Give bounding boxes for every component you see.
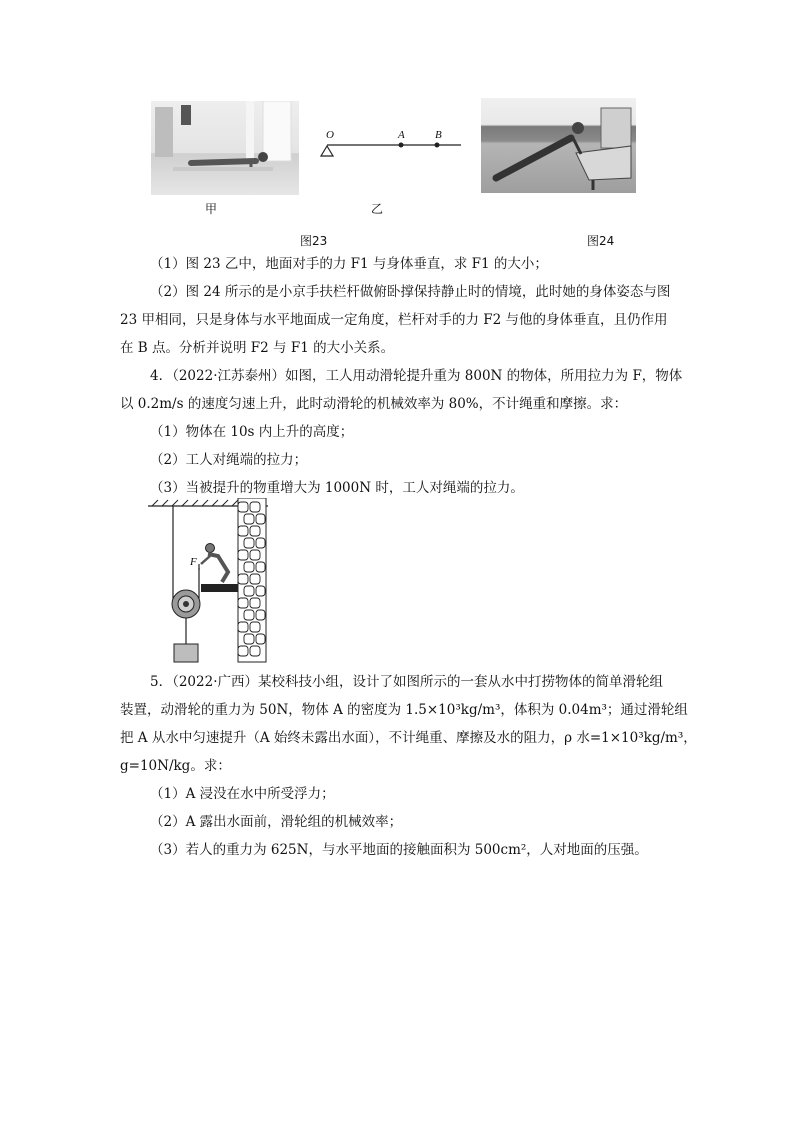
q4-line2: 以 0.2m/s 的速度匀速上升，此时动滑轮的机械效率为 80%，不计绳重和摩擦。求： (120, 396, 628, 412)
q5-line3: 把 A 从水中匀速提升（A 始终未露出水面），不计绳重、摩擦及水的阻力，ρ 水=1×10³kg/m³， (120, 730, 697, 746)
q4-part3: （3）当被提升的物重增大为 1000N 时，工人对绳端的拉力。 (150, 480, 524, 496)
q5-part3: （3）若人的重力为 625N，与水平地面的接触面积为 500cm²，人对地面的压强。 (150, 842, 648, 858)
bench-illustration (481, 98, 636, 193)
pulley-diagram (146, 498, 271, 666)
pushup-illustration (151, 101, 299, 195)
q4-line1: 4．（2022·江苏泰州）如图，工人用动滑轮提升重为 800N 的物体，所用拉力为 F，物体 (150, 368, 683, 384)
q5-line2: 装置，动滑轮的重力为 50N，物体 A 的密度为 1.5×10³kg/m³，体积为 0.04m³；通过滑轮组 (120, 702, 688, 718)
fig23-caption: 图23 (300, 234, 328, 248)
q5-line4: g=10N/kg。求： (120, 758, 231, 774)
fig23-pushup-photo (151, 101, 299, 195)
q5-line1: 5．（2022·广西）某校科技小组，设计了如图所示的一套从水中打捞物体的简单滑轮组 (150, 674, 663, 690)
fig23-right-label: 乙 (371, 202, 384, 216)
q3-part2-line3: 在 B 点。分析并说明 F2 与 F1 的大小关系。 (120, 340, 395, 356)
q3-part2-line2: 23 甲相同，只是身体与水平地面成一定角度，栏杆对手的力 F2 与他的身体垂直，且仍作用 (120, 312, 668, 328)
fig24-bench-pushup-photo (481, 98, 636, 193)
q4-part2: （2）工人对绳端的拉力； (150, 452, 308, 468)
lever-label-a: A (398, 129, 405, 141)
q4-part1: （1）物体在 10s 内上升的高度； (150, 424, 354, 440)
q5-part1: （1）A 浸没在水中所受浮力； (150, 786, 335, 802)
q3-part2-line1: （2）图 24 所示的是小京手扶栏杆做俯卧撑保持静止时的情境，此时她的身体姿态与图 (150, 284, 671, 300)
lever-label-b: B (435, 129, 442, 141)
lever-label-o: O (326, 129, 334, 141)
fig23-left-label: 甲 (205, 202, 218, 216)
pulley-force-label: F (190, 556, 197, 568)
lever-diagram (315, 125, 465, 161)
q3-part1: （1）图 23 乙中，地面对手的力 F1 与身体垂直，求 F1 的大小； (150, 256, 548, 272)
fig24-caption: 图24 (587, 234, 615, 248)
q5-part2: （2）A 露出水面前，滑轮组的机械效率； (150, 814, 403, 830)
